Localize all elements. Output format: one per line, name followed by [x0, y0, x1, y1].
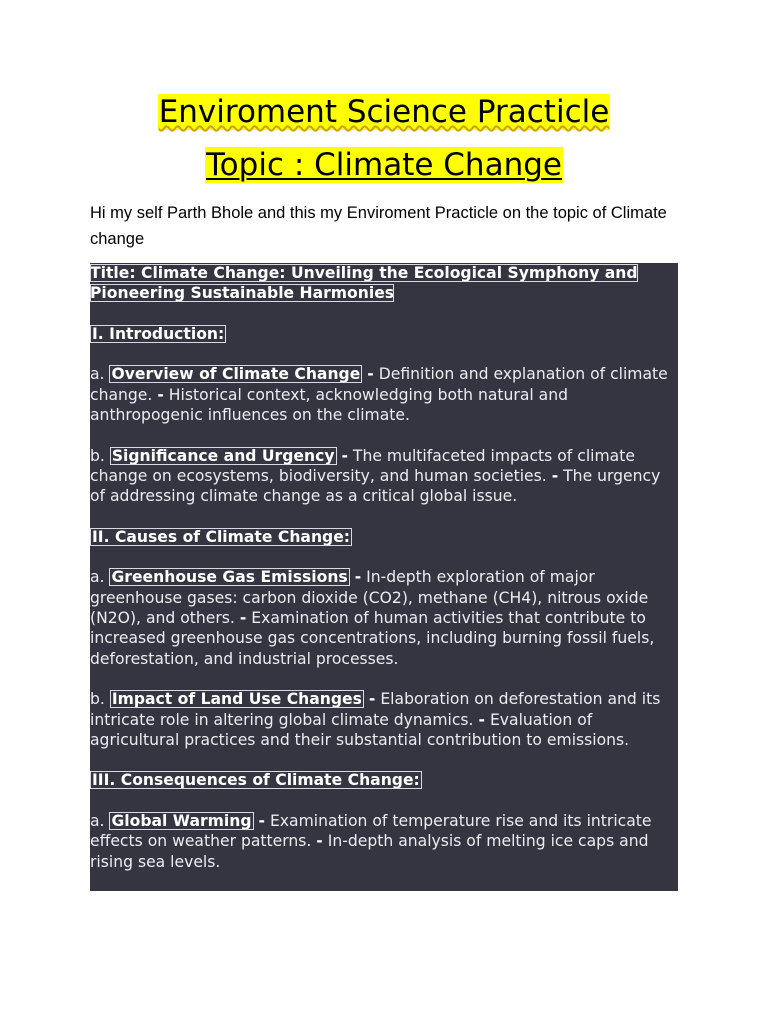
list-item-overview: [90, 364, 678, 425]
item-prefix: b.: [90, 690, 110, 709]
list-item-greenhouse: [90, 567, 678, 668]
item-heading: Impact of Land Use Changes: [111, 690, 362, 709]
item-text: In-depth exploration of major greenhouse gases: carbon dioxide (CO2), methane (CH4), nitrous oxide (N2O), and others.: [90, 568, 649, 628]
content-title-paragraph: [90, 263, 678, 304]
item-text: In-depth analysis of melting ice caps and rising sea levels.: [90, 832, 649, 871]
item-text: Historical context, acknowledging both natural and anthropogenic influences on the climate.: [90, 385, 569, 425]
dash-separator: -: [316, 832, 323, 851]
document-topic: [0, 146, 768, 184]
section-heading: I. Introduction:: [92, 324, 225, 343]
item-text: Evaluation of agricultural practices and their substantial contribution to emissions.: [90, 710, 630, 749]
item-prefix: b.: [90, 446, 110, 465]
list-item-land-use: [90, 689, 678, 750]
intro-paragraph: Hi my self Parth Bhole and this my Enviroment Practicle on the topic of Climate change: [90, 204, 667, 248]
item-heading: Significance and Urgency: [111, 446, 335, 465]
dash-separator: -: [341, 446, 348, 465]
dash-separator: -: [157, 385, 164, 404]
item-prefix: a.: [90, 568, 110, 587]
document-topic-text: Topic : Climate Change: [206, 147, 562, 183]
dash-separator: -: [478, 710, 485, 729]
document-title-text: Enviroment Science Practicle: [158, 94, 610, 130]
item-text: Definition and explanation of climate change.: [90, 365, 668, 404]
dash-separator: -: [551, 466, 559, 485]
item-prefix: a.: [90, 365, 110, 384]
dash-separator: -: [367, 365, 374, 384]
dash-separator: -: [258, 812, 265, 831]
item-heading: Global Warming: [111, 812, 252, 831]
item-text: The urgency of addressing climate change as a critical global issue.: [90, 466, 661, 506]
pasted-content-block: [90, 263, 678, 891]
list-item-significance: [90, 446, 678, 507]
document-title: [0, 93, 768, 131]
section-consequences: [90, 770, 678, 790]
list-item-global-warming: [90, 811, 678, 872]
item-text: The multifaceted impacts of climate change on ecosystems, biodiversity, and human societies.: [90, 446, 635, 485]
item-text: Examination of human activities that contribute to increased greenhouse gas concentrations, including burning fossil fuels, deforestation, and industrial processes.: [90, 609, 655, 668]
section-heading: II. Causes of Climate Change:: [92, 527, 351, 546]
dash-separator: -: [239, 609, 247, 628]
section-introduction: [90, 324, 678, 344]
dash-separator: -: [368, 690, 376, 709]
section-heading: III. Consequences of Climate Change:: [92, 771, 420, 790]
item-heading: Greenhouse Gas Emissions: [111, 568, 348, 587]
item-text: Examination of temperature rise and its intricate effects on weather patterns.: [90, 812, 652, 851]
content-title: Title: Climate Change: Unveiling the Ecological Symphony and Pioneering Sustainable Harmonies: [90, 264, 638, 303]
item-text: Elaboration on deforestation and its intricate role in altering global climate dynamics.: [90, 690, 661, 729]
dash-separator: -: [354, 568, 362, 587]
section-causes: [90, 527, 678, 547]
item-heading: Overview of Climate Change: [111, 365, 361, 384]
item-prefix: a.: [90, 812, 110, 831]
